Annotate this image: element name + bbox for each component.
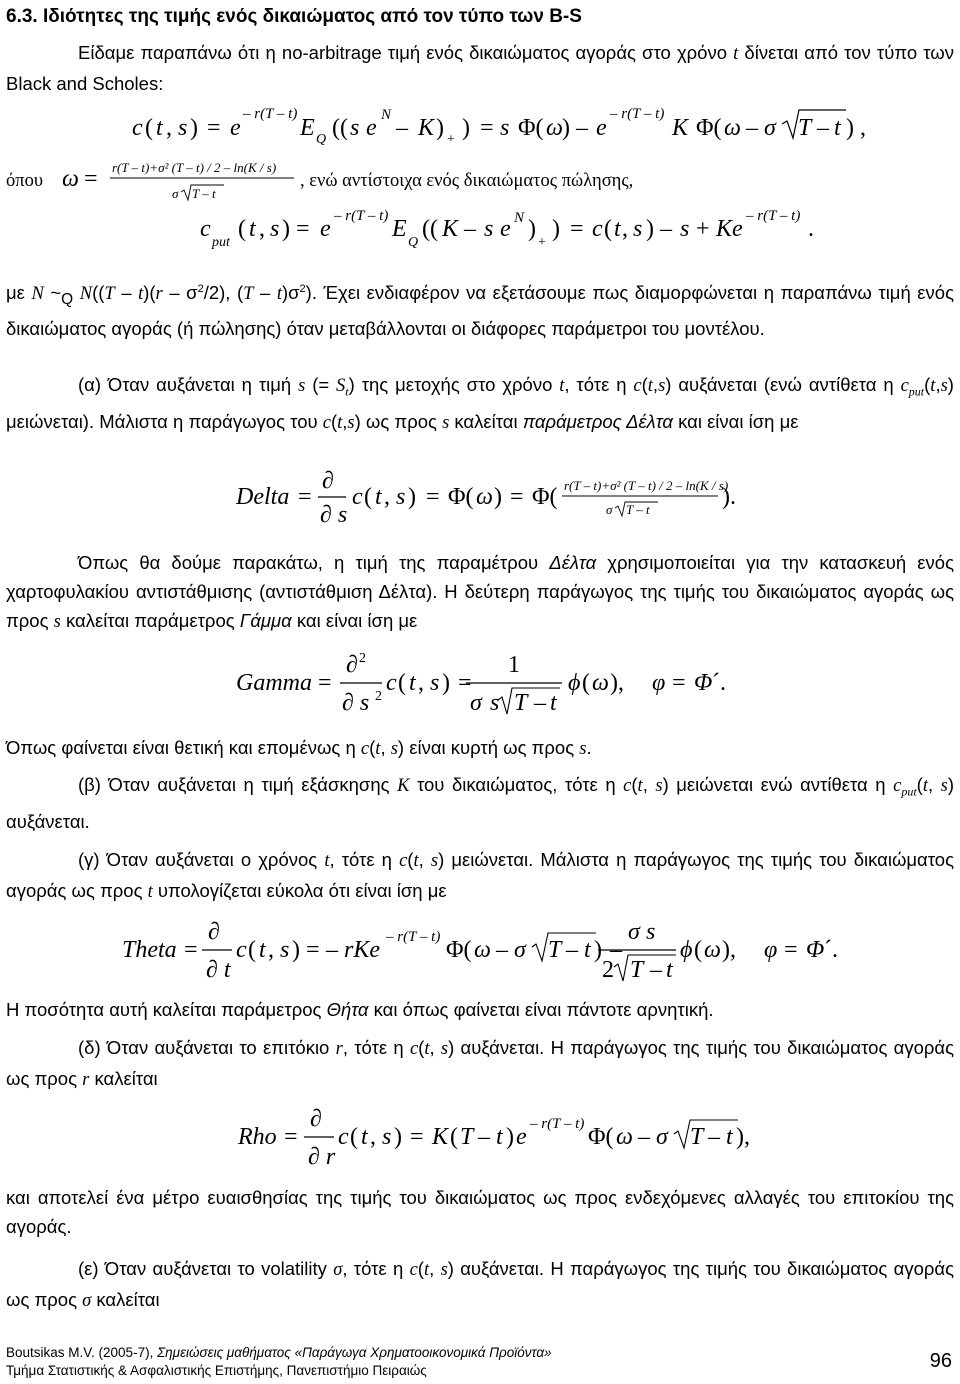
svg-text:e: e — [516, 1124, 527, 1150]
delta-use-paragraph: Όπως θα δούμε παρακάτω, η τιμή της παραμέτρου Δέλτα χρησιμοποιείται για την κατασκευή ενός χαρτοφυλακίου αντιστάθμισης (αντιστάθμιση Δέλτα). Η δεύτερη παράγωγος της τιμής του δικαιώματος αγοράς ως προς s καλείται παράμετρος Γάμμα και είναι ίση με — [6, 552, 954, 632]
svg-text:σ: σ — [656, 1124, 668, 1150]
svg-text:Gamma: Gamma — [236, 670, 312, 696]
svg-text:e: e — [596, 115, 607, 141]
svg-text:,: , — [622, 216, 628, 242]
gamma-time-paragraph: (γ) Όταν αυξάνεται ο χρόνος t, τότε η c(t, s) μειώνεται. Μάλιστα η παράγωγος της τιμής του δικαιώματος αγοράς ως προς t υπολογίζεται εύκολα ότι είναι ίση με — [6, 849, 954, 902]
svg-text:ω: ω — [704, 937, 721, 963]
svg-text:T: T — [690, 1124, 704, 1150]
svg-text:(: ( — [238, 216, 246, 242]
svg-text:s: s — [633, 216, 643, 242]
svg-text:Φ(: Φ( — [446, 937, 472, 963]
svg-text:c: c — [236, 937, 247, 963]
convexity-paragraph: Όπως φαίνεται είναι θετική και επομένως η c(t, s) είναι κυρτή ως προς s. — [6, 737, 592, 759]
svg-text:=: = — [184, 937, 198, 963]
svg-text:Q: Q — [316, 132, 327, 147]
svg-text:=: = — [426, 484, 440, 510]
svg-text:t: t — [375, 484, 382, 510]
svg-text:ω: ω — [62, 166, 79, 192]
svg-text:): ) — [506, 1124, 514, 1150]
svg-text:s: s — [484, 216, 494, 242]
svg-text:s: s — [430, 670, 440, 696]
svg-text:–: – — [746, 115, 758, 141]
svg-text:s: s — [178, 115, 188, 141]
svg-text:c: c — [132, 115, 143, 141]
svg-text:e: e — [230, 115, 241, 141]
theta-formula — [0, 915, 960, 983]
svg-text:s: s — [490, 690, 500, 716]
svg-text:=: = — [570, 216, 584, 242]
svg-text:σ: σ — [628, 919, 640, 945]
footer-citation: Boutsikas M.V. (2005-7), Σημειώσεις μαθήματος «Παράγωγα Χρηματοοικονομικά Προϊόντα» — [6, 1345, 552, 1360]
svg-text:Φ(: Φ( — [448, 484, 474, 510]
svg-text:N: N — [514, 210, 525, 226]
svg-text:=: = — [480, 115, 494, 141]
svg-text:(: ( — [364, 484, 372, 510]
svg-text:=: = — [510, 484, 524, 510]
svg-text:c: c — [338, 1124, 349, 1150]
svg-text:s: s — [382, 1124, 392, 1150]
svg-text:).: ). — [722, 484, 736, 510]
where-label: όπου — [6, 171, 43, 191]
svg-text:=: = — [306, 937, 320, 963]
svg-text:Φ: Φ — [806, 937, 825, 963]
svg-text:): ) — [436, 115, 444, 141]
delta-rate-paragraph: (δ) Όταν αυξάνεται το επιτόκιο r, τότε η c(t, s) αυξάνεται. Η παράγωγος της τιμής του δικαιώματος αγοράς ως προς r καλείται — [6, 1037, 955, 1090]
svg-text:T: T — [514, 690, 528, 716]
svg-text:T – t: T – t — [626, 502, 650, 517]
svg-text:–: – — [326, 937, 338, 963]
svg-text:(: ( — [145, 115, 153, 141]
svg-text:): ) — [646, 216, 654, 242]
svg-text:): ) — [282, 216, 290, 242]
svg-text:2: 2 — [359, 651, 366, 666]
svg-text:2: 2 — [602, 957, 614, 983]
svg-text:ϕ: ϕ — [680, 937, 693, 963]
svg-text:–: – — [496, 937, 508, 963]
svg-text:φ: φ — [652, 670, 666, 696]
svg-text:σ: σ — [606, 502, 613, 517]
svg-text:– r(T – t): – r(T – t) — [746, 208, 801, 224]
svg-text:=: = — [458, 670, 472, 696]
svg-text:–: – — [610, 937, 622, 963]
svg-text:,: , — [384, 484, 390, 510]
svg-text:t: t — [614, 216, 621, 242]
svg-text:+: + — [447, 132, 455, 147]
svg-text:∂ t: ∂ t — [206, 957, 231, 983]
epsilon-paragraph: (ε) Όταν αυξάνεται το volatility σ, τότε η c(t, s) αυξάνεται. Η παράγωγος της τιμής του δικαιώματος αγοράς ως προς σ καλείται — [6, 1258, 954, 1311]
svg-text:): ) — [562, 115, 570, 141]
svg-text:t: t — [249, 216, 256, 242]
svg-text:T – t: T – t — [192, 186, 216, 201]
svg-text:–: – — [650, 957, 662, 983]
svg-text:): ) — [494, 484, 502, 510]
svg-text:σ: σ — [764, 115, 776, 141]
svg-text:– r(T – t): – r(T – t) — [386, 929, 441, 945]
svg-text:): ) — [846, 115, 854, 141]
svg-text:): ) — [190, 115, 198, 141]
svg-text:∂ r: ∂ r — [308, 1144, 336, 1170]
svg-text:ω: ω — [616, 1124, 633, 1150]
svg-text:ω: ω — [476, 484, 493, 510]
footer-department: Τμήμα Στατιστικής & Ασφαλιστικής Επιστήμης, Πανεπιστήμιο Πειραιώς — [6, 1363, 427, 1378]
svg-text:=: = — [318, 670, 332, 696]
svg-text:ω: ω — [546, 115, 563, 141]
svg-text:– r(T – t): – r(T – t) — [334, 208, 389, 224]
svg-text:): ) — [594, 937, 602, 963]
svg-text:K: K — [418, 115, 435, 141]
rho-paragraph: και αποτελεί ένα μέτρο ευαισθησίας της τιμής του δικαιώματος ως προς ενδεχόμενες αλλαγές του επιτοκίου της αγοράς. — [6, 1187, 954, 1237]
svg-text:–: – — [638, 1124, 650, 1150]
svg-text:–: – — [464, 216, 476, 242]
svg-text:ϕ: ϕ — [568, 670, 581, 696]
svg-text:s: s — [680, 216, 690, 242]
svg-text:,: , — [418, 670, 424, 696]
gamma-formula — [0, 648, 960, 716]
svg-text:s: s — [350, 115, 360, 141]
svg-text:c: c — [386, 670, 397, 696]
svg-text:t: t — [666, 957, 673, 983]
svg-text:): ) — [292, 937, 300, 963]
svg-text:),: ), — [736, 1124, 750, 1150]
svg-text:t: t — [550, 690, 557, 716]
svg-text:t: t — [584, 937, 591, 963]
where-text: , ενώ αντίστοιχα ενός δικαιώματος πώλησης, — [300, 171, 634, 191]
svg-text:c: c — [200, 216, 211, 242]
intro-paragraph: Είδαμε παραπάνω ότι η no-arbitrage τιμή ενός δικαιώματος αγοράς στο χρόνο t δίνεται από τον τύπο των Black and Scholes: — [6, 42, 954, 94]
svg-text:r(T – t)+σ² (T – t) / 2 – ln(K: r(T – t)+σ² (T – t) / 2 – ln(K / s) — [564, 478, 729, 493]
svg-text:((: (( — [422, 216, 438, 242]
svg-text:t: t — [834, 115, 841, 141]
svg-text:=: = — [672, 670, 686, 696]
svg-text:s: s — [500, 115, 510, 141]
svg-text:–: – — [708, 1124, 720, 1150]
svg-text:s: s — [396, 484, 406, 510]
svg-text:(: ( — [604, 216, 612, 242]
footer — [6, 1344, 552, 1380]
svg-text:t: t — [259, 937, 266, 963]
svg-text:´.: ´. — [712, 670, 726, 696]
svg-text:– r(T – t): – r(T – t) — [243, 106, 298, 122]
svg-text:2: 2 — [375, 689, 382, 704]
svg-text:t: t — [409, 670, 416, 696]
svg-text:–: – — [534, 690, 546, 716]
svg-text:–: – — [566, 937, 578, 963]
svg-text:K: K — [432, 1124, 449, 1150]
svg-text:): ) — [552, 216, 560, 242]
svg-text:t: t — [726, 1124, 733, 1150]
beta-paragraph: (β) Όταν αυξάνεται η τιμή εξάσκησης K του δικαιώματος, τότε η c(t, s) μειώνεται ενώ αντίθετα η $c_{put}(t$, s) αυξάνεται. — [6, 774, 955, 832]
svg-text:σ: σ — [514, 937, 526, 963]
svg-text:+: + — [538, 235, 546, 250]
svg-text:T: T — [798, 115, 812, 141]
svg-text:ω: ω — [474, 937, 491, 963]
svg-text:=: = — [410, 1124, 424, 1150]
svg-text:–: – — [817, 115, 829, 141]
svg-text:((: (( — [332, 115, 348, 141]
svg-text:t: t — [496, 1124, 503, 1150]
svg-text:e: e — [320, 216, 331, 242]
svg-text:r(T – t)+σ² (T – t) / 2 – ln(K: r(T – t)+σ² (T – t) / 2 – ln(K / s) — [112, 160, 277, 175]
svg-text:=: = — [784, 937, 798, 963]
svg-text:t: t — [361, 1124, 368, 1150]
svg-text:∂: ∂ — [346, 652, 358, 678]
distribution-paragraph: με N $\sim_Q$ $N((T - t)(r - \sigma^2/2)$, $(T - t)\sigma^2$). Έχει ενδιαφέρον να εξετάσουμε πως διαμορφώνεται η παραπάνω τιμή ενός δικαιώματος αγοράς (ή πώλησης) όταν μεταβάλλονται οι διάφορες παράμετροι του μοντέλου. — [6, 282, 955, 339]
svg-text:T: T — [460, 1124, 474, 1150]
theta-paragraph: Η ποσότητα αυτή καλείται παράμετρος Θήτα και όπως φαίνεται είναι πάντοτε αρνητική. — [6, 999, 714, 1020]
svg-text:(: ( — [398, 670, 406, 696]
svg-text:ω: ω — [724, 115, 741, 141]
svg-text:T: T — [548, 937, 562, 963]
svg-text:∂: ∂ — [322, 468, 334, 494]
section-title: 6.3. Ιδιότητες της τιμής ενός δικαιώματος από τον τύπο των B-S — [6, 6, 582, 27]
svg-text:put: put — [212, 235, 230, 250]
svg-text:K: K — [442, 216, 459, 242]
svg-text:Ke: Ke — [716, 216, 743, 242]
svg-text:e: e — [366, 115, 377, 141]
svg-text:c: c — [592, 216, 603, 242]
svg-text:–: – — [478, 1124, 490, 1150]
svg-text:,: , — [166, 115, 172, 141]
svg-text:Φ(: Φ( — [518, 115, 544, 141]
svg-text:.: . — [808, 216, 814, 242]
svg-text:,: , — [259, 216, 265, 242]
svg-text:σ: σ — [470, 690, 482, 716]
svg-text:T: T — [630, 957, 644, 983]
svg-text:(: ( — [248, 937, 256, 963]
svg-text:– r(T – t): – r(T – t) — [530, 1116, 585, 1132]
put-price-formula — [0, 200, 960, 260]
svg-text:t: t — [156, 115, 163, 141]
svg-text:s: s — [270, 216, 280, 242]
svg-text:e: e — [500, 216, 511, 242]
svg-text:): ) — [462, 115, 470, 141]
svg-text:E: E — [392, 216, 407, 242]
svg-text:,: , — [268, 937, 274, 963]
svg-text:– r(T – t): – r(T – t) — [610, 106, 665, 122]
svg-text:): ) — [528, 216, 536, 242]
svg-text:E: E — [300, 115, 315, 141]
svg-text:=: = — [298, 484, 312, 510]
svg-text:∂ s: ∂ s — [320, 502, 348, 528]
svg-text:Theta: Theta — [122, 937, 177, 963]
svg-text:): ) — [408, 484, 416, 510]
svg-text:φ: φ — [764, 937, 778, 963]
svg-text:ω: ω — [592, 670, 609, 696]
svg-text:,: , — [860, 115, 866, 141]
svg-text:Φ(: Φ( — [588, 1124, 614, 1150]
svg-text:´.: ´. — [824, 937, 838, 963]
rho-formula — [0, 1102, 960, 1170]
svg-text:1: 1 — [508, 652, 520, 678]
svg-text:∂: ∂ — [310, 1106, 322, 1132]
svg-text:(: ( — [350, 1124, 358, 1150]
svg-text:(: ( — [582, 670, 590, 696]
svg-text:=: = — [84, 166, 98, 192]
svg-text:(: ( — [450, 1124, 458, 1150]
svg-text:(: ( — [694, 937, 702, 963]
svg-text:),: ), — [722, 937, 736, 963]
alpha-paragraph: (α) Όταν αυξάνεται η τιμή s (= $S_t$) της μετοχής στο χρόνο t, τότε η c(t,s) αυξάνεται (ενώ αντίθετα η $c_{put}(t,s)$ μειώνεται). Μάλιστα η παράγωγος του c(t,s) ως προς s καλείται παράμετρος Δέλτα και είναι ίση με — [6, 374, 954, 433]
svg-text:),: ), — [610, 670, 624, 696]
svg-text:Rho: Rho — [238, 1124, 277, 1150]
svg-text:,: , — [370, 1124, 376, 1150]
svg-text:=: = — [207, 115, 221, 141]
svg-text:c: c — [352, 484, 363, 510]
svg-text:Delta: Delta — [236, 484, 290, 510]
svg-text:σ: σ — [172, 186, 179, 201]
svg-text:=: = — [296, 216, 310, 242]
svg-text:s: s — [646, 919, 656, 945]
svg-text:K: K — [672, 115, 689, 141]
page-number: 96 — [929, 1350, 952, 1372]
svg-text:–: – — [396, 115, 408, 141]
svg-text:N: N — [381, 107, 392, 123]
svg-text:–: – — [576, 115, 588, 141]
svg-text:Φ(: Φ( — [696, 115, 722, 141]
black-scholes-call-formula — [0, 92, 960, 152]
svg-text:rKe: rKe — [344, 937, 380, 963]
svg-text:∂ s: ∂ s — [342, 690, 370, 716]
svg-text:+: + — [696, 216, 710, 242]
svg-text:=: = — [284, 1124, 298, 1150]
svg-text:Φ: Φ — [694, 670, 713, 696]
svg-text:–: – — [660, 216, 672, 242]
svg-text:s: s — [280, 937, 290, 963]
svg-text:): ) — [394, 1124, 402, 1150]
svg-text:Q: Q — [408, 235, 419, 250]
svg-text:): ) — [442, 670, 450, 696]
svg-text:Φ(: Φ( — [532, 484, 558, 510]
delta-formula — [0, 462, 960, 528]
svg-text:∂: ∂ — [208, 919, 220, 945]
